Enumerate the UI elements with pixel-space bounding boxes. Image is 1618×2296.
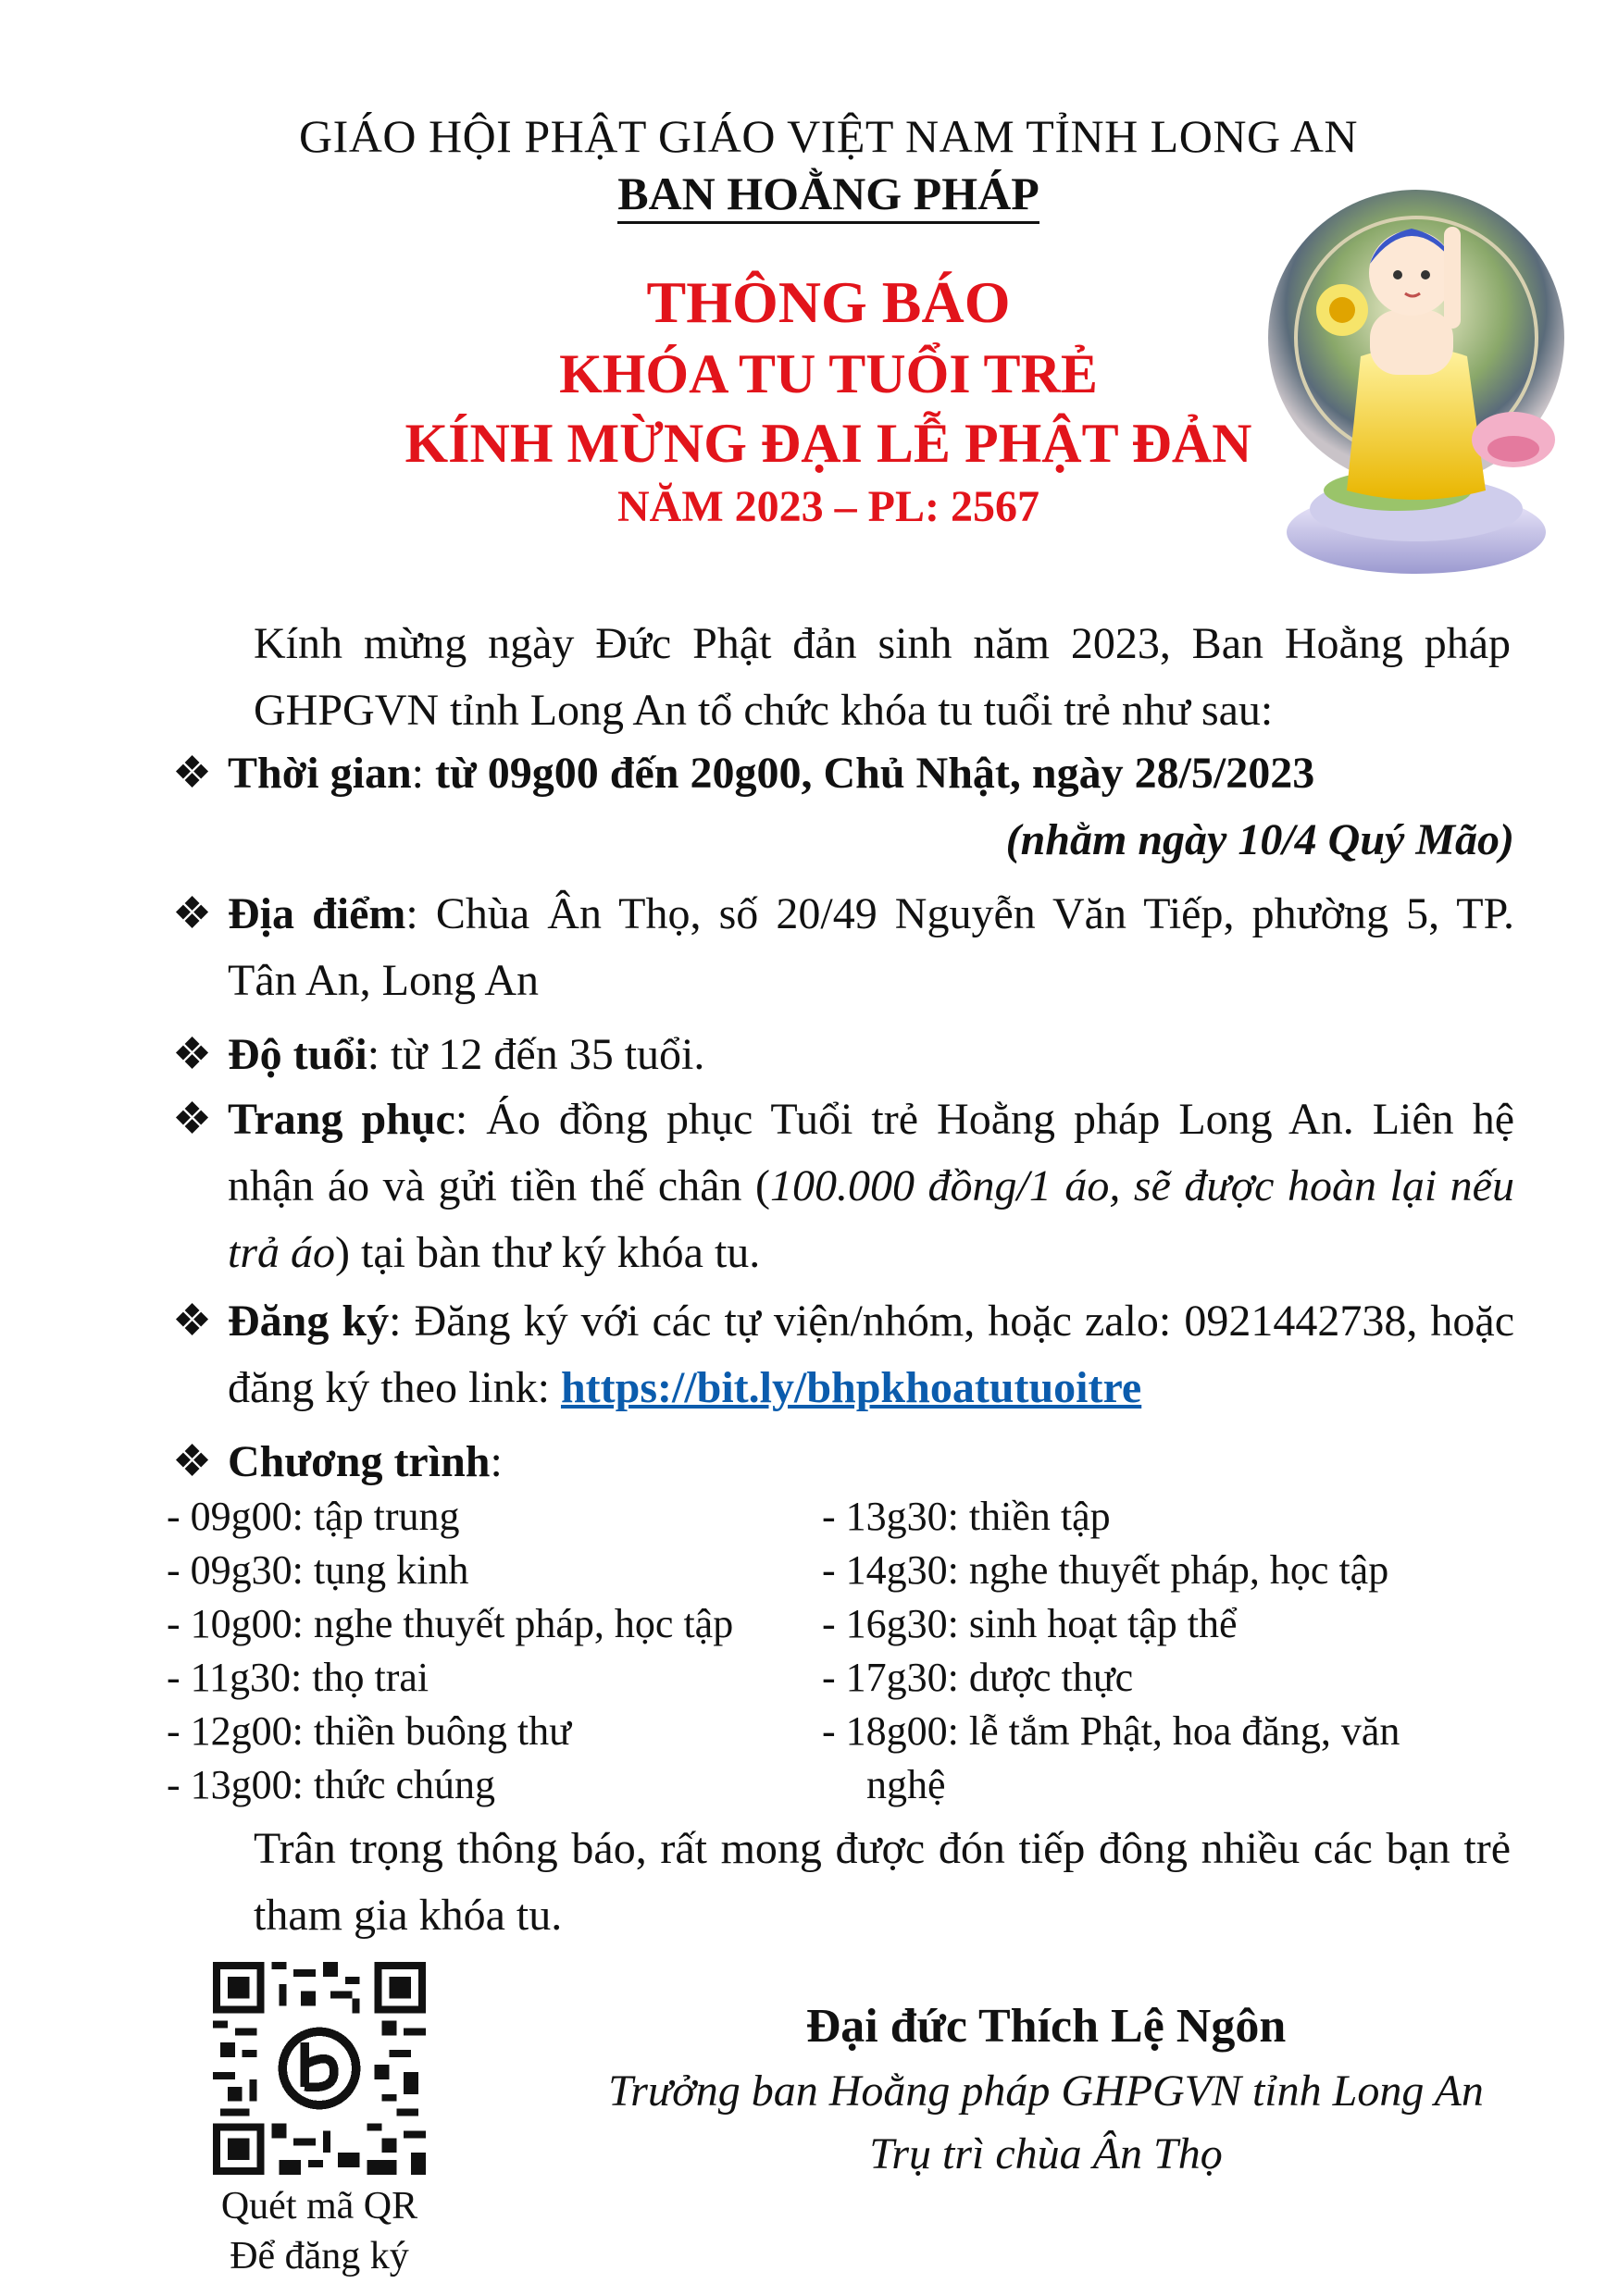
schedule-item: - 09g00 : tập trung bbox=[167, 1490, 833, 1544]
detail-place: ❖ Địa điểm: Chùa Ân Thọ, số 20/49 Nguyễn Văn Tiếp, phường 5, TP. Tân An, Long An bbox=[172, 881, 1514, 1014]
uniform-deposit-note: 100.000 đồng/1 áo, sẽ được hoàn lại nếu trả áo bbox=[228, 1161, 1514, 1277]
schedule-activity: thức chúng bbox=[313, 1762, 496, 1807]
diamond-bullet-icon: ❖ bbox=[172, 1437, 213, 1486]
schedule-item: - 13g00 : thức chúng bbox=[167, 1758, 833, 1812]
schedule-activity: sinh hoạt tập thể bbox=[968, 1601, 1238, 1646]
diamond-bullet-icon: ❖ bbox=[172, 1030, 213, 1079]
schedule-activity: nghe thuyết pháp, học tập bbox=[313, 1601, 734, 1646]
signatory-role-2: Trụ trì chùa Ân Thọ bbox=[869, 2129, 1223, 2178]
schedule-activity: dược thực bbox=[968, 1655, 1134, 1700]
schedule-item: - 10g00 : nghe thuyết pháp, học tập bbox=[167, 1597, 833, 1651]
lunar-open: ( bbox=[1005, 815, 1021, 864]
schedule-activity: thiền tập bbox=[968, 1494, 1111, 1539]
qr-caption-line-1: Quét mã QR bbox=[220, 2185, 418, 2228]
detail-register: ❖ Đăng ký: Đăng ký với các tự viện/nhóm, hoặc zalo: 0921442738, hoặc đăng ký theo link: https://bit.ly/bhpkhoatutuoitre bbox=[172, 1288, 1514, 1421]
diamond-bullet-icon: ❖ bbox=[172, 1297, 213, 1346]
place-value: Chùa Ân Thọ, số 20/49 Nguyễn Văn Tiếp, phường 5, TP. Tân An, Long An bbox=[228, 889, 1514, 1005]
diamond-bullet-icon: ❖ bbox=[172, 889, 213, 938]
schedule-item: - 13g30 : thiền tập bbox=[822, 1490, 1525, 1544]
schedule-item: - 14g30 : nghe thuyết pháp, học tập bbox=[822, 1544, 1525, 1597]
schedule-time: - 13g00 bbox=[167, 1762, 292, 1807]
schedule-time: - 11g30 bbox=[167, 1655, 292, 1700]
title-line-4: NĂM 2023 – PL: 2567 bbox=[617, 482, 1039, 531]
schedule-item: - 18g00 : lễ tắm Phật, hoa đăng, văn bbox=[822, 1705, 1525, 1758]
detail-program: ❖ Chương trình: bbox=[172, 1429, 1514, 1496]
title-line-2: KHÓA TU TUỔI TRẺ bbox=[559, 343, 1098, 404]
schedule-item: - 17g30 : dược thực bbox=[822, 1651, 1525, 1705]
schedule-time: - 10g00 bbox=[167, 1601, 292, 1646]
schedule-item: - 16g30 : sinh hoạt tập thể bbox=[822, 1597, 1525, 1651]
registration-qr-code[interactable] bbox=[213, 1962, 426, 2175]
lunar-date bbox=[228, 807, 1514, 874]
time-label: Thời gian bbox=[228, 749, 412, 798]
diamond-bullet-icon: ❖ bbox=[172, 749, 213, 798]
schedule-activity: thọ trai bbox=[312, 1655, 429, 1700]
schedule-activity: nghe thuyết pháp, học tập bbox=[968, 1547, 1389, 1593]
baby-buddha-illustration bbox=[1259, 171, 1574, 583]
schedule-activity: thiền buông thư bbox=[313, 1708, 571, 1754]
detail-age: ❖ Độ tuổi: từ 12 đến 35 tuổi. bbox=[172, 1022, 1514, 1088]
closing-text: Trân trọng thông báo, rất mong được đón tiếp đông nhiều các bạn trẻ tham gia khóa tu. bbox=[254, 1824, 1511, 1940]
schedule-item: - 12g00 : thiền buông thư bbox=[167, 1705, 833, 1758]
schedule-right-column bbox=[822, 1490, 1525, 1812]
time-value: từ 09g00 đến 20g00, Chủ Nhật, ngày 28/5/2023 bbox=[435, 749, 1315, 798]
diamond-bullet-icon: ❖ bbox=[172, 1095, 213, 1144]
schedule-time: - 16g30 bbox=[822, 1601, 948, 1646]
registration-link[interactable]: https://bit.ly/bhpkhoatutuoitre bbox=[560, 1363, 1142, 1412]
place-label: Địa điểm bbox=[228, 889, 406, 938]
schedule-time: - 14g30 bbox=[822, 1547, 948, 1593]
schedule-time: - 13g30 bbox=[822, 1494, 948, 1539]
closing-paragraph bbox=[144, 1816, 1511, 1949]
title-line-1: THÔNG BÁO bbox=[646, 269, 1011, 335]
schedule-time: - 09g00 bbox=[167, 1494, 292, 1539]
schedule-item-wrap: nghệ bbox=[866, 1762, 946, 1807]
organization-name: GIÁO HỘI PHẬT GIÁO VIỆT NAM TỈNH LONG AN bbox=[298, 110, 1359, 162]
program-label: Chương trình bbox=[228, 1437, 491, 1486]
intro-text: Kính mừng ngày Đức Phật đản sinh năm 2023, Ban Hoằng pháp GHPGVN tỉnh Long An tổ chức khóa tu tuổi trẻ như sau: bbox=[254, 619, 1511, 735]
schedule-activity: tụng kinh bbox=[313, 1547, 469, 1593]
schedule-time: - 12g00 bbox=[167, 1708, 292, 1754]
title-line-3: KÍNH MỪNG ĐẠI LỄ PHẬT ĐẢN bbox=[404, 413, 1252, 474]
schedule-item: - 09g30 : tụng kinh bbox=[167, 1544, 833, 1597]
uniform-value-a: Áo đồng phục Tuổi trẻ Hoằng pháp Long An. Liên hệ nhận áo và gửi tiền thế chân ( bbox=[228, 1095, 1514, 1210]
schedule-item: - 11g30 : thọ trai bbox=[167, 1651, 833, 1705]
schedule-time: - 09g30 bbox=[167, 1547, 292, 1593]
register-label: Đăng ký bbox=[228, 1297, 390, 1346]
lunar-date-text: nhằm ngày 10/4 Quý Mão bbox=[1020, 815, 1500, 864]
age-value: từ 12 đến 35 tuổi. bbox=[391, 1030, 705, 1079]
schedule-activity: tập trung bbox=[313, 1494, 460, 1539]
department-name-text: BAN HOẰNG PHÁP bbox=[617, 168, 1039, 224]
signatory-role-1: Trưởng ban Hoằng pháp GHPGVN tỉnh Long An bbox=[608, 2066, 1484, 2116]
detail-time: ❖ Thời gian: từ 09g00 đến 20g00, Chủ Nhật, ngày 28/5/2023 (nhằm ngày 10/4 Quý Mão) bbox=[172, 740, 1514, 874]
lunar-close: ) bbox=[1500, 815, 1514, 864]
signatory-name: Đại đức Thích Lệ Ngôn bbox=[805, 2000, 1287, 2053]
schedule-time: - 17g30 bbox=[822, 1655, 948, 1700]
schedule-activity: lễ tắm Phật, hoa đăng, văn bbox=[968, 1708, 1400, 1754]
schedule-time: - 18g00 bbox=[822, 1708, 948, 1754]
register-value: Đăng ký với các tự viện/nhóm, hoặc zalo: 0921442738, hoặc đăng ký theo link: bbox=[228, 1297, 1515, 1412]
age-label: Độ tuổi bbox=[228, 1030, 367, 1079]
detail-uniform: ❖ Trang phục: Áo đồng phục Tuổi trẻ Hoằng pháp Long An. Liên hệ nhận áo và gửi tiền thế chân (100.000 đồng/1 áo, sẽ được hoàn lại nếu trả áo) tại bàn thư ký khóa tu. bbox=[172, 1086, 1514, 1286]
qr-caption-line-2: Để đăng ký bbox=[230, 2235, 409, 2277]
uniform-value-b: ) tại bàn thư ký khóa tu. bbox=[335, 1228, 761, 1277]
intro-paragraph bbox=[144, 611, 1511, 744]
schedule-left-column bbox=[167, 1490, 833, 1812]
uniform-label: Trang phục bbox=[228, 1095, 455, 1144]
